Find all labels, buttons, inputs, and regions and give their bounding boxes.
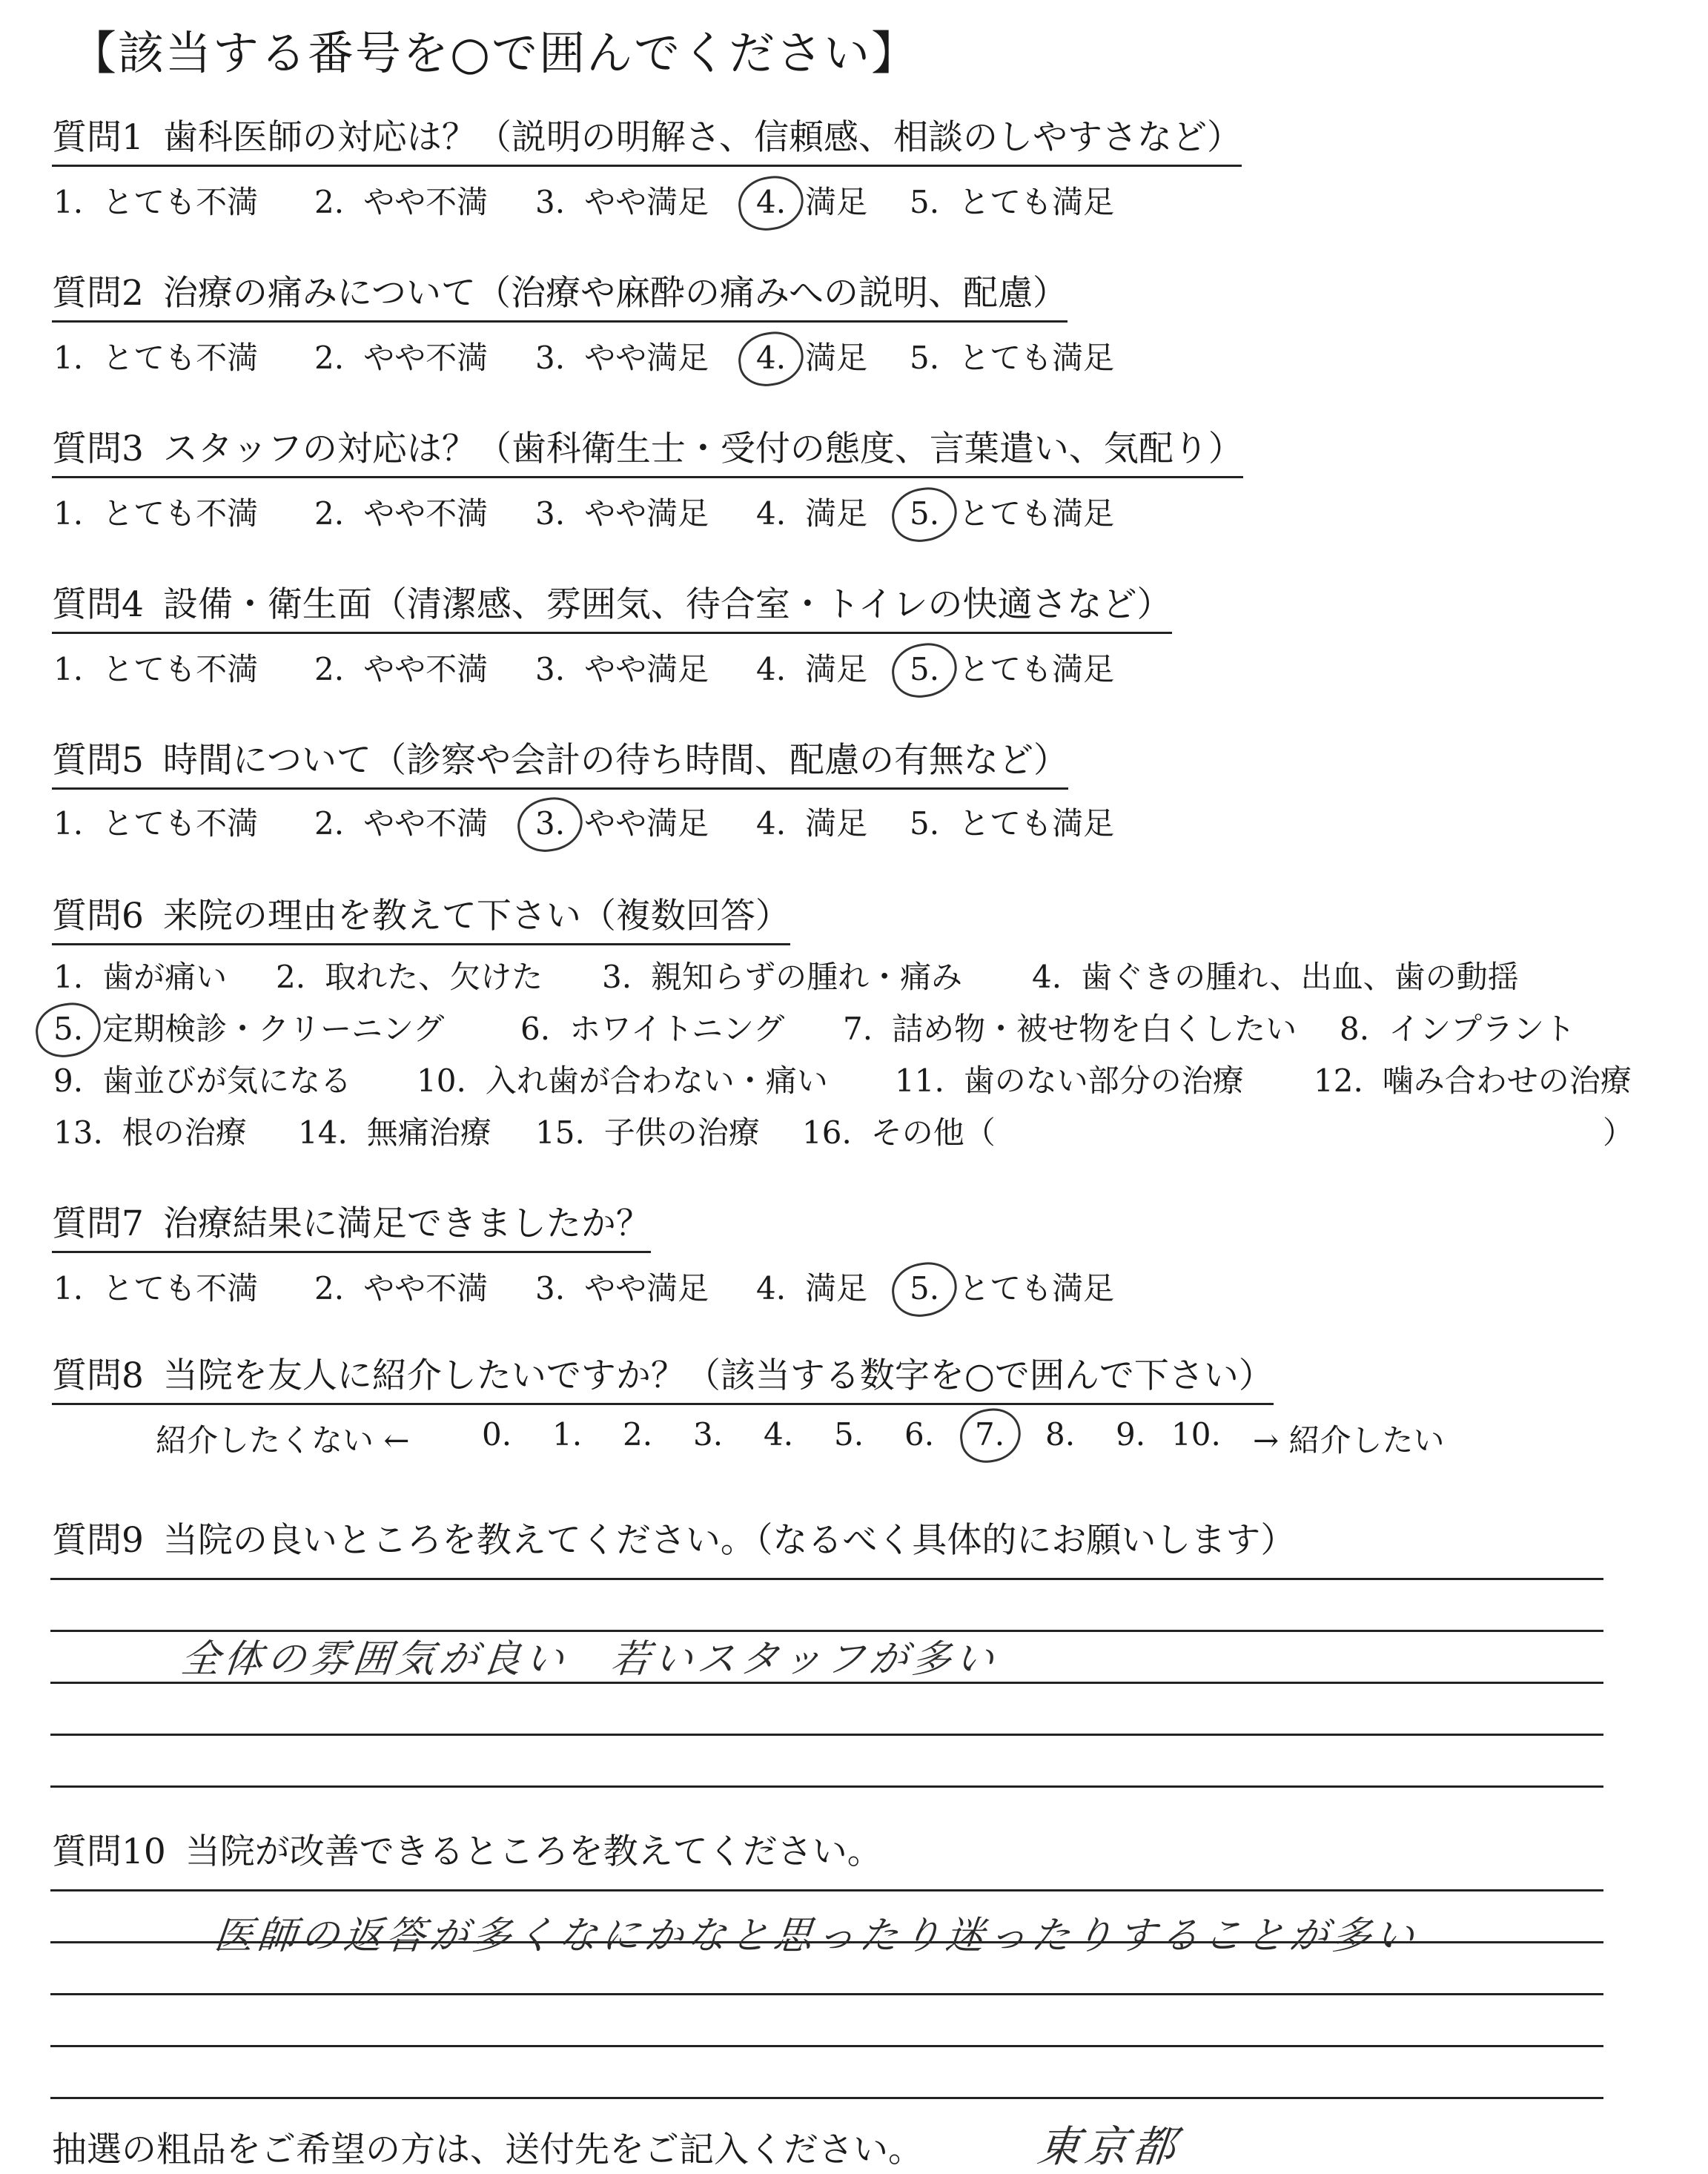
option-3[interactable]: 3. やや満足 <box>535 495 709 532</box>
option-1[interactable]: 1. とても不満 <box>53 184 259 220</box>
reason-12[interactable]: 12. 噛み合わせの治療 <box>1314 1063 1632 1099</box>
reason-6[interactable]: 6. ホワイトニング <box>520 1011 785 1047</box>
reason-13[interactable]: 13. 根の治療 <box>53 1114 247 1151</box>
reason-2[interactable]: 2. 取れた、欠けた <box>276 959 543 995</box>
question-text: 当院の良いところを教えてください。（なるべく具体的にお願いします） <box>162 1520 1296 1561</box>
question-6 <box>52 897 790 945</box>
option-4-circled[interactable]: 4. 満足 <box>756 340 868 376</box>
question-text: 歯科医師の対応は？（説明の明解さ、信頼感、相談のしやすさなど） <box>162 117 1242 158</box>
reason-7[interactable]: 7. 詰め物・被せ物を白くしたい <box>843 1011 1297 1047</box>
option-1[interactable]: 1. とても不満 <box>53 1270 259 1306</box>
q10-handwritten-answer[interactable]: 医師の返答が多くなにかなと思ったり迷ったりすることが多い <box>212 1914 1421 1958</box>
question-number: 質問5 <box>52 740 144 781</box>
answer-line <box>50 1785 1603 1788</box>
question-text: 当院が改善できるところを教えてください。 <box>185 1831 882 1872</box>
option-4[interactable]: 4. 満足 <box>756 1270 868 1306</box>
question-text: 時間について（診察や会計の待ち時間、配慮の有無など） <box>162 740 1068 781</box>
nps-4[interactable]: 4. <box>764 1416 794 1453</box>
option-1[interactable]: 1. とても不満 <box>53 495 259 532</box>
question-7 <box>52 1205 651 1253</box>
answer-line <box>50 1734 1603 1736</box>
option-2[interactable]: 2. やや不満 <box>314 495 489 532</box>
question-number: 質問4 <box>52 584 144 625</box>
option-4[interactable]: 4. 満足 <box>756 805 868 842</box>
reason-4[interactable]: 4. 歯ぐきの腫れ、出血、歯の動揺 <box>1032 959 1519 995</box>
option-5[interactable]: 5. とても満足 <box>910 340 1115 376</box>
question-1 <box>52 119 1242 167</box>
option-5-circled[interactable]: 5. とても満足 <box>910 495 1115 532</box>
question-number: 質問10 <box>52 1831 166 1872</box>
question-number: 質問1 <box>52 117 144 158</box>
option-5-circled[interactable]: 5. とても満足 <box>910 1270 1115 1306</box>
option-2[interactable]: 2. やや不満 <box>314 1270 489 1306</box>
nps-6[interactable]: 6. <box>904 1416 935 1453</box>
option-5[interactable]: 5. とても満足 <box>910 184 1115 220</box>
option-1[interactable]: 1. とても不満 <box>53 651 259 687</box>
nps-5[interactable]: 5. <box>834 1416 864 1453</box>
nps-8[interactable]: 8. <box>1045 1416 1076 1453</box>
nps-left-label: 紹介したくない ← <box>156 1422 410 1458</box>
form-title: 【該当する番号を○で囲んでください】 <box>70 26 919 80</box>
nps-7-circled[interactable]: 7. <box>975 1416 1005 1453</box>
reason-3[interactable]: 3. 親知らずの腫れ・痛み <box>602 959 963 995</box>
option-1[interactable]: 1. とても不満 <box>53 340 259 376</box>
prize-address-prompt: 抽選の粗品をご希望の方は、送付先をご記入ください。 <box>52 2130 923 2170</box>
option-3[interactable]: 3. やや満足 <box>535 184 709 220</box>
reason-5-circled[interactable]: 5. 定期検診・クリーニング <box>53 1011 445 1047</box>
question-text: スタッフの対応は？（歯科衛生士・受付の態度、言葉遣い、気配り） <box>162 429 1243 469</box>
option-4-circled[interactable]: 4. 満足 <box>756 184 868 220</box>
question-text: 治療の痛みについて（治療や麻酔の痛みへの説明、配慮） <box>162 273 1068 314</box>
answer-line <box>50 2097 1603 2099</box>
reason-10[interactable]: 10. 入れ歯が合わない・痛い <box>417 1063 828 1099</box>
option-2[interactable]: 2. やや不満 <box>314 805 489 842</box>
nps-right-label: → 紹介したい <box>1253 1422 1445 1458</box>
option-1[interactable]: 1. とても不満 <box>53 805 259 842</box>
question-text: 来院の理由を教えて下さい（複数回答） <box>162 896 790 936</box>
question-10 <box>52 1824 882 1874</box>
reason-1[interactable]: 1. 歯が痛い <box>53 959 228 995</box>
nps-0[interactable]: 0. <box>482 1416 512 1453</box>
answer-line <box>50 2045 1603 2047</box>
reason-15[interactable]: 15. 子供の治療 <box>535 1114 760 1151</box>
question-number: 質問9 <box>52 1520 144 1561</box>
nps-10[interactable]: 10. <box>1171 1416 1221 1453</box>
question-text: 治療結果に満足できましたか？ <box>162 1203 651 1244</box>
question-text: 当院を友人に紹介したいですか？（該当する数字を○で囲んで下さい） <box>162 1355 1274 1396</box>
option-2[interactable]: 2. やや不満 <box>314 651 489 687</box>
option-4[interactable]: 4. 満足 <box>756 651 868 687</box>
answer-line <box>50 1889 1603 1891</box>
answer-line <box>50 1993 1603 1995</box>
reason-8[interactable]: 8. インプラント <box>1340 1011 1576 1047</box>
question-2 <box>52 274 1068 323</box>
other-close-paren: ） <box>1603 1114 1635 1151</box>
reason-16-other[interactable]: 16. その他（ <box>802 1114 996 1151</box>
reason-14[interactable]: 14. 無痛治療 <box>298 1114 491 1151</box>
nps-1[interactable]: 1. <box>552 1416 583 1453</box>
q9-handwritten-answer[interactable]: 全体の雰囲気が良い 若いスタッフが多い <box>179 1637 1001 1682</box>
question-9 <box>52 1513 1295 1562</box>
option-2[interactable]: 2. やや不満 <box>314 340 489 376</box>
option-5-circled[interactable]: 5. とても満足 <box>910 651 1115 687</box>
reason-11[interactable]: 11. 歯のない部分の治療 <box>895 1063 1244 1099</box>
option-3[interactable]: 3. やや満足 <box>535 651 709 687</box>
option-3-circled[interactable]: 3. やや満足 <box>535 805 709 842</box>
nps-2[interactable]: 2. <box>623 1416 653 1453</box>
question-number: 質問2 <box>52 273 144 314</box>
question-text: 設備・衛生面（清潔感、雰囲気、待合室・トイレの快適さなど） <box>162 584 1172 625</box>
option-3[interactable]: 3. やや満足 <box>535 1270 709 1306</box>
question-3 <box>52 430 1243 478</box>
answer-line <box>50 1578 1603 1580</box>
question-5 <box>52 741 1068 790</box>
question-number: 質問6 <box>52 896 144 936</box>
nps-3[interactable]: 3. <box>693 1416 724 1453</box>
question-number: 質問7 <box>52 1203 144 1244</box>
address-handwritten[interactable]: 東京都 <box>1034 2121 1183 2172</box>
option-5[interactable]: 5. とても満足 <box>910 805 1115 842</box>
question-number: 質問8 <box>52 1355 144 1396</box>
question-4 <box>52 586 1172 634</box>
nps-9[interactable]: 9. <box>1116 1416 1146 1453</box>
question-number: 質問3 <box>52 429 144 469</box>
option-4[interactable]: 4. 満足 <box>756 495 868 532</box>
option-2[interactable]: 2. やや不満 <box>314 184 489 220</box>
reason-9[interactable]: 9. 歯並びが気になる <box>53 1063 352 1099</box>
option-3[interactable]: 3. やや満足 <box>535 340 709 376</box>
question-8 <box>52 1357 1274 1405</box>
